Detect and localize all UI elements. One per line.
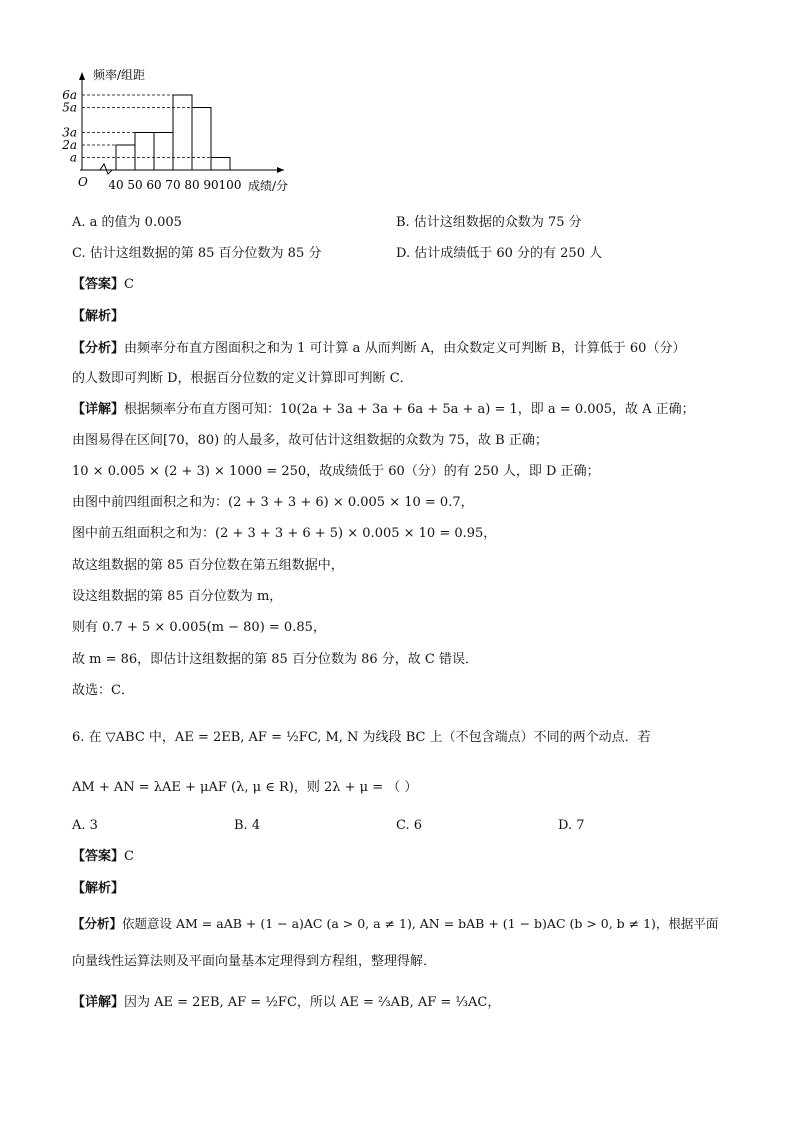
x-axis-arrow [277, 167, 284, 173]
q6-option-b: B. 4 [234, 818, 261, 833]
q6-stem-line1: 6. 在 ▽ABC 中，AE = 2EB, AF = ½FC, M, N 为线段 BC 上（不包含端点）不同的两个动点．若 [72, 730, 651, 745]
q5-fenxi-line2: 的人数即可判断 D，根据百分位数的定义计算即可判断 C． [72, 371, 413, 386]
x-tick-label: 60 [146, 178, 162, 192]
q5-detail-line9: 故 m = 86，即估计这组数据的第 85 百分位数为 86 分，故 C 错误． [72, 652, 478, 667]
histogram-bar [135, 133, 154, 171]
y-tick-label: 2a [62, 138, 77, 152]
y-tick-label: a [69, 150, 77, 165]
q6-fenxi-line2: 向量线性运算法则及平面向量基本定理得到方程组，整理得解． [72, 954, 437, 969]
histogram-bar [154, 133, 173, 171]
q5-detail-line5: 图中前五组面积之和为：(2 + 3 + 3 + 6 + 5) × 0.005 × 10 = 0.95， [72, 526, 497, 541]
x-tick-label: 90 [203, 178, 219, 192]
q6-stem-line2: AM + AN = λAE + μAF (λ, μ ∈ R)，则 2λ + μ = （ ） [72, 780, 418, 795]
axis-break-mark [100, 164, 112, 174]
q5-detail-line2: 由图易得在区间[70，80) 的人最多，故可估计这组数据的众数为 75，故 B 正确； [72, 433, 548, 448]
y-axis-label: 频率/组距 [93, 68, 146, 82]
q5-fenxi-line1: 【分析】由频率分布直方图面积之和为 1 可计算 a 从而判断 A，由众数定义可判断 B，计算低于 60（分） [72, 341, 686, 356]
q6-option-a: A. 3 [72, 818, 98, 833]
x-tick-label: 40 [108, 178, 124, 192]
q6-option-d: D. 7 [558, 818, 585, 833]
frequency-histogram [60, 64, 320, 204]
q5-option-c: C. 估计这组数据的第 85 百分位数为 85 分 [72, 246, 322, 261]
q5-detail-line7: 设这组数据的第 85 百分位数为 m， [72, 589, 283, 604]
y-tick-label: 6a [62, 88, 77, 102]
y-tick-label: 3a [62, 125, 77, 140]
histogram-bar [192, 108, 211, 171]
y-axis-arrow [79, 72, 85, 80]
x-tick-label: 80 [184, 178, 200, 192]
q5-option-d: D. 估计成绩低于 60 分的有 250 人 [396, 246, 603, 261]
x-axis-label: 成绩/分 [248, 179, 289, 193]
histogram-bar [173, 95, 192, 170]
q6-analysis-tag: 【解析】 [72, 881, 125, 896]
q6-fenxi-line1: 【分析】依题意设 AM = aAB + (1 − a)AC (a > 0, a ≠ 1), AN = bAB + (1 − b)AC (b > 0, b ≠ 1)，根据平面 [72, 916, 719, 931]
x-tick-label: 70 [165, 178, 181, 192]
origin-label: O [78, 175, 88, 189]
q5-answer-line [72, 276, 134, 294]
q5-detail-line6: 故这组数据的第 85 百分位数在第五组数据中， [72, 558, 344, 573]
answer-value: C [124, 277, 134, 292]
q5-option-a: A. a 的值为 0.005 [72, 215, 182, 230]
q5-detail-line1: 【详解】根据频率分布直方图可知：10(2a + 3a + 3a + 6a + 5a + a) = 1，即 a = 0.005，故 A 正确； [72, 402, 695, 417]
q5-detail-line8: 则有 0.7 + 5 × 0.005(m − 80) = 0.85， [72, 620, 326, 635]
answer-tag: 【答案】 [72, 277, 125, 292]
q5-analysis-tag: 【解析】 [72, 309, 125, 324]
q5-detail-line3: 10 × 0.005 × (2 + 3) × 1000 = 250，故成绩低于 60（分）的有 250 人，即 D 正确； [72, 464, 600, 479]
y-tick-label: 5a [62, 100, 77, 115]
q5-detail-line10: 故选：C． [72, 683, 134, 698]
q5-detail-line4: 由图中前四组面积之和为：(2 + 3 + 3 + 6) × 0.005 × 10 = 0.7， [72, 495, 474, 510]
histogram-bar [211, 158, 230, 171]
x-tick-label: 50 [127, 178, 143, 192]
q6-detail-line1: 【详解】因为 AE = 2EB, AF = ½FC，所以 AE = ⅔AB, AF = ⅓AC， [72, 995, 501, 1010]
q5-option-b: B. 估计这组数据的众数为 75 分 [396, 215, 582, 230]
x-tick-label: 100 [218, 178, 242, 192]
q6-option-c: C. 6 [396, 818, 423, 833]
q6-answer-line: 【答案】C [72, 849, 134, 864]
